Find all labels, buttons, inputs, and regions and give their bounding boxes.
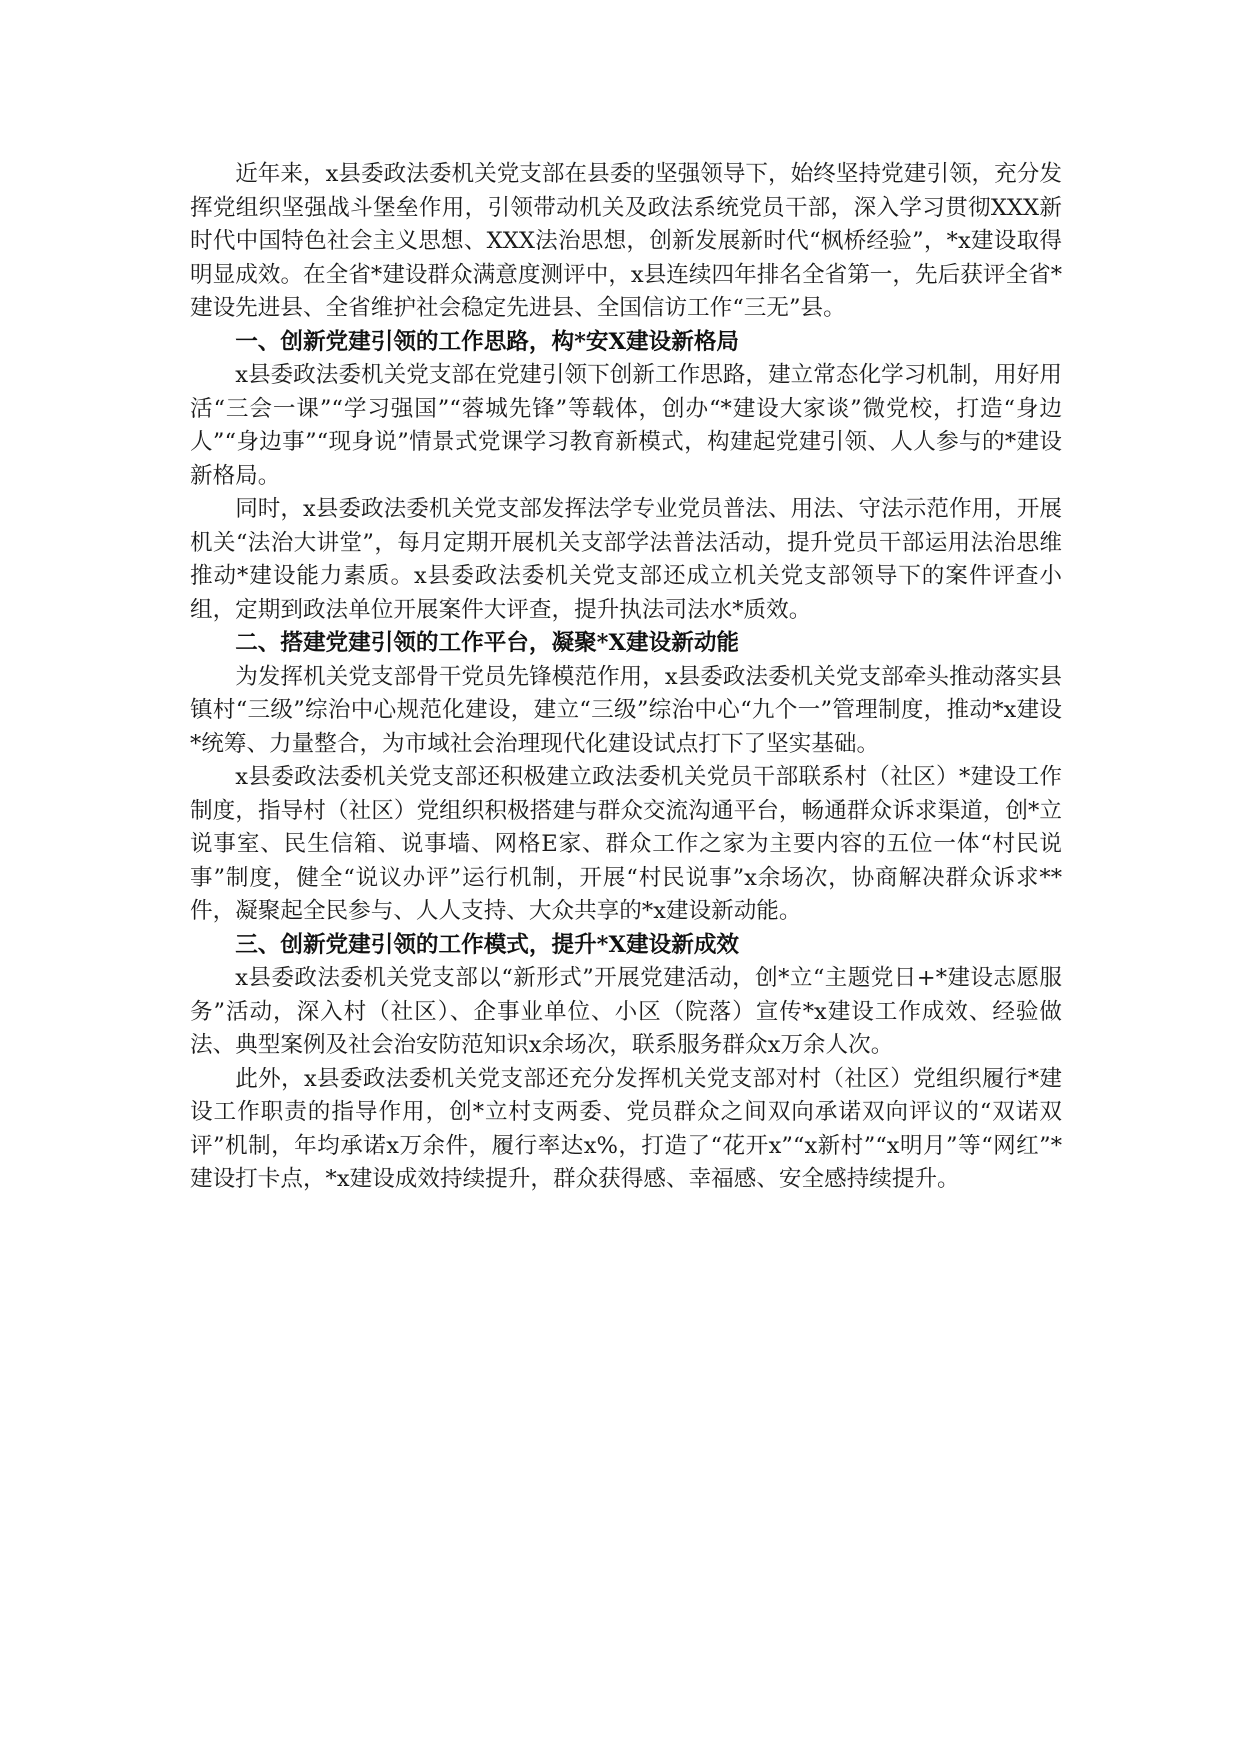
section-heading-2: 二、搭建党建引领的工作平台，凝聚*X建设新动能 [235, 630, 740, 656]
document-body [190, 158, 1062, 1197]
section-heading-3: 三、创新党建引领的工作模式，提升*X建设新成效 [235, 931, 740, 958]
section-1-paragraph-1: x县委政法委机关党支部在党建引领下创新工作思路，建立常态化学习机制，用好用活“三会一课”“学习强国”“蓉城先锋”等载体，创办“*建设大家谈”微党校，打造“身边人”“身边事”“现身说”情景式党课学习教育新模式，构建起党建引领、人人参与的*建设新格局。 [190, 362, 1062, 489]
section-2-paragraph-2: x县委政法委机关党支部还积极建立政法委机关党员干部联系村（社区）*建设工作制度，指导村（社区）党组织积极搭建与群众交流沟通平台，畅通群众诉求渠道，创*立说事室、民生信箱、说事墙、网格E家、群众工作之家为主要内容的五位一体“村民说事”制度，健全“说议办评”运行机制，开展“村民说事”x余场次，协商解决群众诉求**件，凝聚起全民参与、人人支持、大众共享的*x建设新动能。 [190, 764, 1062, 924]
section-2-paragraph-1: 为发挥机关党支部骨干党员先锋模范作用，x县委政法委机关党支部牵头推动落实县镇村“三级”综治中心规范化建设，建立“三级”综治中心“九个一”管理制度，推动*x建设*统筹、力量整合，为市域社会治理现代化建设试点打下了坚实基础。 [190, 663, 1062, 757]
section-1-paragraph-2: 同时，x县委政法委机关党支部发挥法学专业党员普法、用法、守法示范作用，开展机关“法治大讲堂”，每月定期开展机关支部学法普法活动，提升党员干部运用法治思维推动*建设能力素质。x县委政法委机关党支部还成立机关党支部领导下的案件评查小组，定期到政法单位开展案件大评查，提升执法司法水*质效。 [190, 496, 1062, 623]
section-3-paragraph-2: 此外，x县委政法委机关党支部还充分发挥机关党支部对村（社区）党组织履行*建设工作职责的指导作用，创*立村支两委、党员群众之间双向承诺双向评议的“双诺双评”机制，年均承诺x万余件，履行率达x%，打造了“花开x”“x新村”“x明月”等“网红”*建设打卡点，*x建设成效持续提升，群众获得感、幸福感、安全感持续提升。 [190, 1065, 1062, 1192]
section-heading-1: 一、创新党建引领的工作思路，构*安X建设新格局 [235, 328, 740, 355]
intro-paragraph: 近年来，x县委政法委机关党支部在县委的坚强领导下，始终坚持党建引领，充分发挥党组织坚强战斗堡垒作用，引领带动机关及政法系统党员干部，深入学习贯彻XXX新时代中国特色社会主义思想、XXX法治思想，创新发展新时代“枫桥经验”，*x建设取得明显成效。在全省*建设群众满意度测评中，x县连续四年排名全省第一，先后获评全省*建设先进县、全省维护社会稳定先进县、全国信访工作“三无”县。 [190, 161, 1062, 321]
section-3-paragraph-1: x县委政法委机关党支部以“新形式”开展党建活动，创*立“主题党日+*建设志愿服务”活动，深入村（社区）、企事业单位、小区（院落）宣传*x建设工作成效、经验做法、典型案例及社会治安防范知识x余场次，联系服务群众x万余人次。 [190, 965, 1062, 1058]
